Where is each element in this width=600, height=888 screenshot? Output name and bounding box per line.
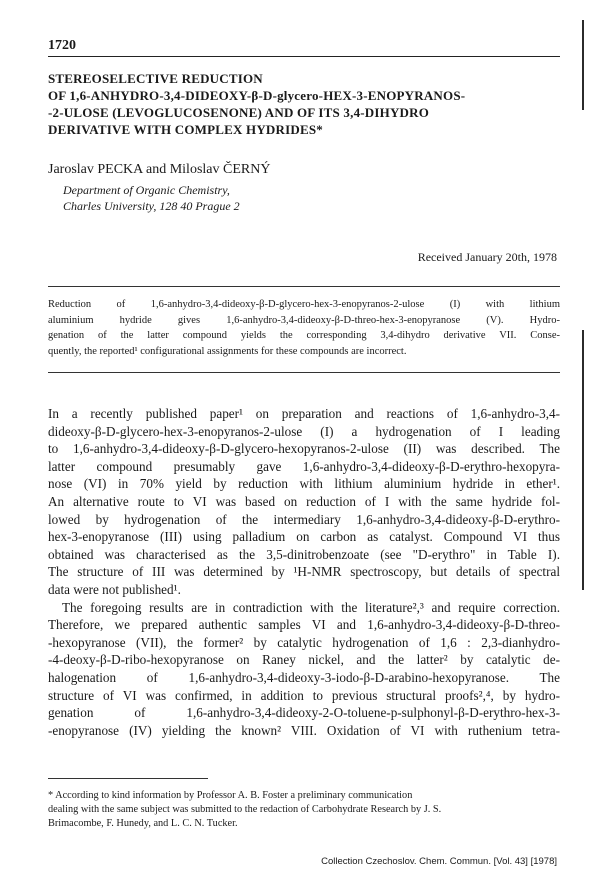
body-line: to 1,6-anhydro-3,4-dideoxy-β-D-glycero-hexopyranos-2-ulose (II) was described. The	[48, 441, 560, 457]
body-line: latter compound presumably gave 1,6-anhydro-3,4-dideoxy-β-D-erythro-hexopyra-	[48, 458, 560, 474]
body-line: -enopyranose (IV) yielding the known² VIII. Oxidation of VI with ruthenium tetra-	[48, 722, 560, 738]
affiliation-line: Department of Organic Chemistry,	[63, 183, 230, 197]
body-line: structure of VI was confirmed, in addition to previous structural proofs²,⁴, by hydro-	[48, 687, 560, 703]
body-line: halogenation of 1,6-anhydro-3,4-dideoxy-3-iodo-β-D-arabino-hexopyranose. The	[48, 669, 560, 685]
page-number: 1720	[48, 38, 76, 53]
body-line: hex-3-enopyranose (III) using palladium on carbon as catalyst. Compound VI thus	[48, 529, 560, 545]
title-line: OF 1,6-ANHYDRO-3,4-DIDEOXY-β-D-glycero-HEX-3-ENOPYRANOS-	[48, 88, 466, 103]
body-line: -4-deoxy-β-D-ribo-hexopyranose on Raney nickel, and the latter² by catalytic de-	[48, 652, 560, 668]
footnote-rule	[48, 778, 208, 779]
footnote-line: dealing with the same subject was submitted to the redaction of Carbohydrate Research by J. S.	[48, 804, 442, 815]
body-line: genation of 1,6-anhydro-3,4-dideoxy-2-O-toluene-p-sulphonyl-β-D-erythro-hex-3-	[48, 705, 560, 721]
body-text	[48, 405, 560, 739]
body-line: dideoxy-β-D-glycero-hex-3-enopyranos-2-ulose (I) a hydrogenation of I leading	[48, 423, 560, 439]
abstract	[48, 297, 560, 359]
abstract-line: aluminium hydride gives 1,6-anhydro-3,4-dideoxy-β-D-threo-hex-3-enopyranose (V). Hydro-	[48, 314, 560, 326]
journal-citation: Collection Czechoslov. Chem. Commun. [Vol. 43] [1978]	[321, 856, 557, 867]
body-line: In a recently published paper¹ on preparation and reactions of 1,6-anhydro-3,4-	[48, 406, 560, 421]
title-line: -2-ULOSE (LEVOGLUCOSENONE) AND OF ITS 3,4-DIHYDRO	[48, 105, 430, 120]
body-line: The foregoing results are in contradiction with the literature²,³ and require correction.	[62, 599, 560, 615]
received-date: Received January 20th, 1978	[417, 250, 557, 264]
body-line: obtained was characterised as the 3,5-dinitrobenzoate (see "D-erythro" in Table I).	[48, 546, 560, 562]
affiliation	[63, 182, 240, 214]
author-list: Jaroslav PECKA and Miloslav ČERNÝ	[48, 162, 271, 177]
abstract-line: genation of the latter compound yields the corresponding 3,4-dihydro derivative VII. Conse-	[48, 330, 560, 341]
body-line: nose (VI) in 70% yield by reduction with lithium aluminium hydride in ether¹.	[48, 476, 560, 492]
footnote-line: * According to kind information by Professor A. B. Foster a preliminary communication	[48, 790, 413, 801]
body-line: Therefore, we prepared authentic samples VI and 1,6-anhydro-3,4-dideoxy-β-D-threo-	[48, 617, 560, 633]
body-line: The structure of III was determined by ¹H-NMR spectroscopy, but details of spectral	[48, 564, 560, 580]
header-rule	[48, 56, 560, 57]
affiliation-line: Charles University, 128 40 Prague 2	[63, 199, 240, 213]
abstract-rule-top	[48, 286, 560, 287]
margin-bar-middle	[582, 330, 584, 590]
title-line: DERIVATIVE WITH COMPLEX HYDRIDES*	[48, 122, 323, 137]
body-line: data were not published¹.	[48, 581, 181, 597]
margin-bar-top	[582, 20, 584, 110]
footnote	[48, 789, 560, 831]
abstract-line: Reduction of 1,6-anhydro-3,4-dideoxy-β-D-glycero-hex-3-enopyranos-2-ulose (I) with lithium	[48, 299, 560, 310]
body-line: lowed by hydrogenation of the intermediary 1,6-anhydro-3,4-dideoxy-β-D-erythro-	[48, 511, 560, 527]
title-line: STEREOSELECTIVE REDUCTION	[48, 71, 263, 86]
body-line: -hexopyranose (VII), the former² by catalytic hydrogenation of 1,6 : 2,3-dianhydro-	[48, 634, 560, 650]
body-line: An alternative route to VI was based on reduction of I with the same hydride fol-	[48, 493, 560, 509]
abstract-rule-bottom	[48, 372, 560, 373]
article-title	[48, 70, 568, 138]
abstract-line: quently, the reported¹ configurational assignments for these compounds are incorrect.	[48, 345, 407, 357]
footnote-line: Brimacombe, F. Hunedy, and L. C. N. Tucker.	[48, 818, 238, 829]
